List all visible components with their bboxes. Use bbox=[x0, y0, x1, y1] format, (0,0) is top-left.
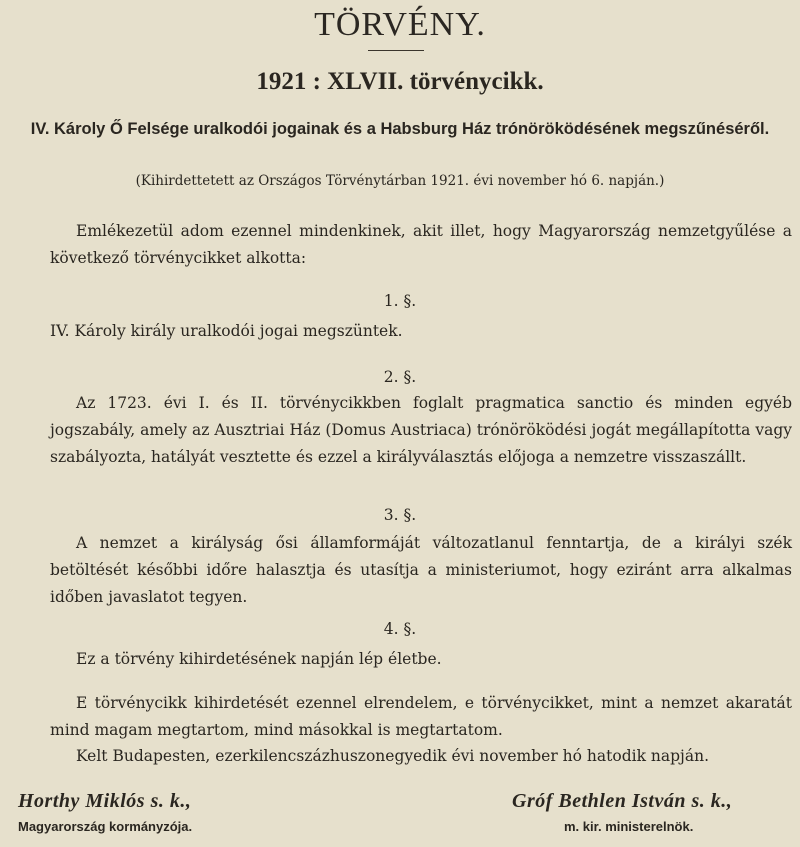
section-4-heading: 4. §. bbox=[383, 620, 417, 638]
signature-right bbox=[512, 790, 732, 834]
signature-left bbox=[18, 790, 192, 834]
section-2-text: Az 1723. évi I. és II. törvénycikkben foglalt pragmatica sanctio és minden egyéb jogszabály, amely az Ausztriai Ház (Domus Austriaca) trónöröködési jogát megállapította vagy szabályozta, hatályát vesztette és ezzel a királyválasztás előjoga a nemzetre visszaszállt. bbox=[50, 394, 792, 466]
section-2-heading: 2. §. bbox=[383, 368, 417, 386]
document-title: TÖRVÉNY. bbox=[314, 6, 486, 43]
section-1-heading: 1. §. bbox=[383, 292, 417, 310]
section-1-text: IV. Károly király uralkodói jogai megszüntek. bbox=[50, 322, 403, 340]
title-divider bbox=[368, 50, 424, 51]
signature-right-name: Gróf Bethlen István s. k., bbox=[512, 790, 733, 812]
section-3-text: A nemzet a királyság ősi államformáját változatlanul fenntartja, de a királyi szék betöltését későbbi időre halasztja és utasítja a ministeriumot, hogy eziránt arra alkalmas időben javaslatot tegyen. bbox=[50, 534, 792, 606]
section-4-text: Ez a törvény kihirdetésének napján lép életbe. bbox=[76, 650, 442, 668]
closing-paragraph: E törvénycikk kihirdetését ezennel elrendelem, e törvénycikket, mint a nemzet akaratát mind magam megtartom, mind másokkal is megtartatom. bbox=[50, 694, 792, 739]
law-number: 1921 : XLVII. törvénycikk. bbox=[256, 68, 544, 95]
signature-left-role: Magyarország kormányzója. bbox=[18, 819, 193, 834]
dated-line: Kelt Budapesten, ezerkilencszázhuszonegyedik évi november hó hatodik napján. bbox=[76, 747, 710, 765]
promulgation-note: (Kihirdettetett az Országos Törvénytárban 1921. évi november hó 6. napján.) bbox=[135, 173, 665, 189]
signature-right-role: m. kir. ministerelnök. bbox=[564, 819, 694, 834]
intro-paragraph: Emlékezetül adom ezennel mindenkinek, akit illet, hogy Magyarország nemzetgyűlése a következő törvénycikket alkotta: bbox=[50, 222, 792, 267]
law-subtitle: IV. Károly Ő Felsége uralkodói jogainak és a Habsburg Ház trónöröködésének megszűnéséről. bbox=[30, 120, 770, 138]
section-3-heading: 3. §. bbox=[383, 506, 417, 524]
signature-left-name: Horthy Miklós s. k., bbox=[18, 790, 192, 812]
